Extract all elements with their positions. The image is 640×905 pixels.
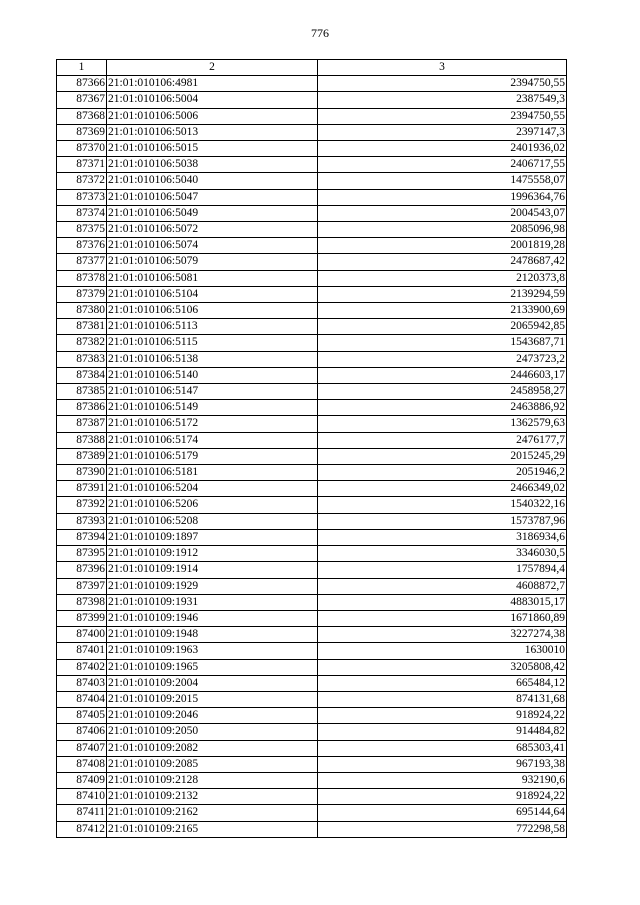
table-row xyxy=(57,108,567,124)
row-number-cell: 87395 xyxy=(57,546,107,562)
table-row xyxy=(57,513,567,529)
cadastral-number-cell: 21:01:010106:5004 xyxy=(107,92,318,108)
table-row xyxy=(57,141,567,157)
cadastral-number-cell: 21:01:010106:5140 xyxy=(107,367,318,383)
page-number: 776 xyxy=(311,26,329,40)
table-row xyxy=(57,821,567,837)
cadastral-value-cell: 4883015,17 xyxy=(318,594,567,610)
table-row xyxy=(57,335,567,351)
cadastral-number-cell: 21:01:010106:5138 xyxy=(107,351,318,367)
row-number-cell: 87399 xyxy=(57,610,107,626)
cadastral-number-cell: 21:01:010106:5049 xyxy=(107,205,318,221)
table-row xyxy=(57,76,567,92)
table-row xyxy=(57,448,567,464)
table-row xyxy=(57,772,567,788)
cadastral-value-cell: 2139294,59 xyxy=(318,286,567,302)
cadastral-value-cell: 2401936,02 xyxy=(318,141,567,157)
cadastral-value-cell: 2463886,92 xyxy=(318,400,567,416)
table-row xyxy=(57,205,567,221)
cadastral-value-cell: 1671860,89 xyxy=(318,610,567,626)
cadastral-number-cell: 21:01:010106:5147 xyxy=(107,384,318,400)
cadastral-value-cell: 1630010 xyxy=(318,643,567,659)
row-number-cell: 87378 xyxy=(57,270,107,286)
cadastral-value-cell: 2133900,69 xyxy=(318,303,567,319)
cadastral-value-cell: 918924,22 xyxy=(318,789,567,805)
cadastral-value-cell: 2085096,98 xyxy=(318,222,567,238)
table-row xyxy=(57,351,567,367)
cadastral-number-cell: 21:01:010109:2085 xyxy=(107,756,318,772)
table-row xyxy=(57,643,567,659)
table-row xyxy=(57,578,567,594)
row-number-cell: 87381 xyxy=(57,319,107,335)
table-row xyxy=(57,222,567,238)
table-row xyxy=(57,529,567,545)
cadastral-value-cell: 1475558,07 xyxy=(318,173,567,189)
row-number-cell: 87404 xyxy=(57,691,107,707)
cadastral-value-cell: 3186934,6 xyxy=(318,529,567,545)
table-row xyxy=(57,481,567,497)
row-number-cell: 87368 xyxy=(57,108,107,124)
cadastral-value-cell: 2397147,3 xyxy=(318,124,567,140)
table-row xyxy=(57,124,567,140)
row-number-cell: 87398 xyxy=(57,594,107,610)
cadastral-number-cell: 21:01:010109:1897 xyxy=(107,529,318,545)
cadastral-value-cell: 967193,38 xyxy=(318,756,567,772)
table-row xyxy=(57,254,567,270)
table-row xyxy=(57,546,567,562)
table-body xyxy=(57,76,567,838)
cadastral-value-cell: 2387549,3 xyxy=(318,92,567,108)
cadastral-number-cell: 21:01:010109:1965 xyxy=(107,659,318,675)
row-number-cell: 87373 xyxy=(57,189,107,205)
table-row xyxy=(57,627,567,643)
table-row xyxy=(57,319,567,335)
table-row xyxy=(57,416,567,432)
cadastral-number-cell: 21:01:010106:5015 xyxy=(107,141,318,157)
cadastral-number-cell: 21:01:010109:1948 xyxy=(107,627,318,643)
cadastral-value-cell: 2473723,2 xyxy=(318,351,567,367)
row-number-cell: 87377 xyxy=(57,254,107,270)
cadastral-number-cell: 21:01:010106:4981 xyxy=(107,76,318,92)
cadastral-value-cell: 2476177,7 xyxy=(318,432,567,448)
table-row xyxy=(57,92,567,108)
cadastral-number-cell: 21:01:010106:5172 xyxy=(107,416,318,432)
row-number-cell: 87394 xyxy=(57,529,107,545)
cadastral-value-cell: 1573787,96 xyxy=(318,513,567,529)
row-number-cell: 87391 xyxy=(57,481,107,497)
column-header-number: 1 xyxy=(57,60,107,76)
table-row xyxy=(57,189,567,205)
cadastral-value-cell: 1543687,71 xyxy=(318,335,567,351)
cadastral-value-cell: 3205808,42 xyxy=(318,659,567,675)
column-header-cadastral-number: 2 xyxy=(107,60,318,76)
cadastral-value-cell: 1757894,4 xyxy=(318,562,567,578)
row-number-cell: 87396 xyxy=(57,562,107,578)
row-number-cell: 87371 xyxy=(57,157,107,173)
cadastral-value-cell: 2001819,28 xyxy=(318,238,567,254)
cadastral-number-cell: 21:01:010109:1931 xyxy=(107,594,318,610)
cadastral-value-cell: 665484,12 xyxy=(318,675,567,691)
row-number-cell: 87384 xyxy=(57,367,107,383)
row-number-cell: 87397 xyxy=(57,578,107,594)
table-header-row xyxy=(57,60,567,76)
row-number-cell: 87369 xyxy=(57,124,107,140)
row-number-cell: 87367 xyxy=(57,92,107,108)
cadastral-value-cell: 918924,22 xyxy=(318,708,567,724)
cadastral-number-cell: 21:01:010106:5206 xyxy=(107,497,318,513)
cadastral-number-cell: 21:01:010109:2132 xyxy=(107,789,318,805)
table-row xyxy=(57,367,567,383)
cadastral-value-cell: 914484,82 xyxy=(318,724,567,740)
row-number-cell: 87409 xyxy=(57,772,107,788)
cadastral-number-cell: 21:01:010106:5204 xyxy=(107,481,318,497)
cadastral-value-cell: 2466349,02 xyxy=(318,481,567,497)
cadastral-value-cell: 695144,64 xyxy=(318,805,567,821)
cadastral-number-cell: 21:01:010106:5174 xyxy=(107,432,318,448)
table-row xyxy=(57,756,567,772)
cadastral-value-cell: 772298,58 xyxy=(318,821,567,837)
row-number-cell: 87410 xyxy=(57,789,107,805)
table-row xyxy=(57,691,567,707)
cadastral-value-cell: 3227274,38 xyxy=(318,627,567,643)
cadastral-number-cell: 21:01:010106:5006 xyxy=(107,108,318,124)
table-row xyxy=(57,724,567,740)
cadastral-number-cell: 21:01:010106:5179 xyxy=(107,448,318,464)
cadastral-number-cell: 21:01:010109:2015 xyxy=(107,691,318,707)
table-row xyxy=(57,562,567,578)
cadastral-value-cell: 685303,41 xyxy=(318,740,567,756)
cadastral-value-cell: 1540322,16 xyxy=(318,497,567,513)
table-row xyxy=(57,157,567,173)
cadastral-number-cell: 21:01:010109:2162 xyxy=(107,805,318,821)
cadastral-number-cell: 21:01:010106:5104 xyxy=(107,286,318,302)
table-row xyxy=(57,286,567,302)
cadastral-number-cell: 21:01:010106:5047 xyxy=(107,189,318,205)
cadastral-value-cell: 2015245,29 xyxy=(318,448,567,464)
table-row xyxy=(57,789,567,805)
table-row xyxy=(57,303,567,319)
cadastral-number-cell: 21:01:010106:5106 xyxy=(107,303,318,319)
cadastral-value-cell: 2065942,85 xyxy=(318,319,567,335)
row-number-cell: 87385 xyxy=(57,384,107,400)
table-row xyxy=(57,497,567,513)
cadastral-value-cell: 1996364,76 xyxy=(318,189,567,205)
cadastral-number-cell: 21:01:010109:1963 xyxy=(107,643,318,659)
row-number-cell: 87366 xyxy=(57,76,107,92)
cadastral-number-cell: 21:01:010106:5113 xyxy=(107,319,318,335)
table-row xyxy=(57,740,567,756)
row-number-cell: 87393 xyxy=(57,513,107,529)
row-number-cell: 87376 xyxy=(57,238,107,254)
row-number-cell: 87412 xyxy=(57,821,107,837)
cadastral-number-cell: 21:01:010109:2050 xyxy=(107,724,318,740)
cadastral-value-cell: 2004543,07 xyxy=(318,205,567,221)
row-number-cell: 87392 xyxy=(57,497,107,513)
row-number-cell: 87400 xyxy=(57,627,107,643)
cadastral-number-cell: 21:01:010106:5081 xyxy=(107,270,318,286)
row-number-cell: 87407 xyxy=(57,740,107,756)
table-row xyxy=(57,594,567,610)
cadastral-number-cell: 21:01:010109:2004 xyxy=(107,675,318,691)
table-row xyxy=(57,270,567,286)
table-row xyxy=(57,610,567,626)
table-row xyxy=(57,675,567,691)
cadastral-number-cell: 21:01:010106:5079 xyxy=(107,254,318,270)
row-number-cell: 87408 xyxy=(57,756,107,772)
row-number-cell: 87379 xyxy=(57,286,107,302)
cadastral-number-cell: 21:01:010109:1914 xyxy=(107,562,318,578)
row-number-cell: 87401 xyxy=(57,643,107,659)
row-number-cell: 87380 xyxy=(57,303,107,319)
table-row xyxy=(57,465,567,481)
table-row xyxy=(57,708,567,724)
cadastral-value-cell: 874131,68 xyxy=(318,691,567,707)
cadastral-number-cell: 21:01:010106:5074 xyxy=(107,238,318,254)
row-number-cell: 87411 xyxy=(57,805,107,821)
row-number-cell: 87383 xyxy=(57,351,107,367)
row-number-cell: 87402 xyxy=(57,659,107,675)
cadastral-value-cell: 1362579,63 xyxy=(318,416,567,432)
cadastral-value-cell: 2394750,55 xyxy=(318,76,567,92)
cadastral-value-cell: 2458958,27 xyxy=(318,384,567,400)
table-row xyxy=(57,384,567,400)
cadastral-value-cell: 2120373,8 xyxy=(318,270,567,286)
row-number-cell: 87386 xyxy=(57,400,107,416)
cadastral-number-cell: 21:01:010106:5181 xyxy=(107,465,318,481)
cadastral-value-cell: 2478687,42 xyxy=(318,254,567,270)
cadastral-number-cell: 21:01:010109:2082 xyxy=(107,740,318,756)
cadastral-number-cell: 21:01:010106:5038 xyxy=(107,157,318,173)
cadastral-number-cell: 21:01:010109:1912 xyxy=(107,546,318,562)
row-number-cell: 87389 xyxy=(57,448,107,464)
cadastral-number-cell: 21:01:010106:5013 xyxy=(107,124,318,140)
cadastral-value-cell: 3346030,5 xyxy=(318,546,567,562)
cadastral-number-cell: 21:01:010106:5115 xyxy=(107,335,318,351)
cadastral-number-cell: 21:01:010109:1946 xyxy=(107,610,318,626)
table-row xyxy=(57,400,567,416)
cadastral-number-cell: 21:01:010106:5040 xyxy=(107,173,318,189)
cadastral-value-cell: 2394750,55 xyxy=(318,108,567,124)
table-row xyxy=(57,173,567,189)
cadastral-value-table xyxy=(56,59,567,838)
row-number-cell: 87370 xyxy=(57,141,107,157)
cadastral-number-cell: 21:01:010106:5208 xyxy=(107,513,318,529)
row-number-cell: 87382 xyxy=(57,335,107,351)
row-number-cell: 87388 xyxy=(57,432,107,448)
column-header-value: 3 xyxy=(318,60,567,76)
row-number-cell: 87405 xyxy=(57,708,107,724)
row-number-cell: 87387 xyxy=(57,416,107,432)
cadastral-value-cell: 2406717,55 xyxy=(318,157,567,173)
row-number-cell: 87375 xyxy=(57,222,107,238)
table-row xyxy=(57,432,567,448)
cadastral-number-cell: 21:01:010109:2128 xyxy=(107,772,318,788)
table-row xyxy=(57,805,567,821)
cadastral-number-cell: 21:01:010109:2046 xyxy=(107,708,318,724)
row-number-cell: 87372 xyxy=(57,173,107,189)
cadastral-value-cell: 2446603,17 xyxy=(318,367,567,383)
table-row xyxy=(57,238,567,254)
cadastral-value-cell: 4608872,7 xyxy=(318,578,567,594)
row-number-cell: 87403 xyxy=(57,675,107,691)
row-number-cell: 87374 xyxy=(57,205,107,221)
cadastral-value-cell: 2051946,2 xyxy=(318,465,567,481)
row-number-cell: 87390 xyxy=(57,465,107,481)
row-number-cell: 87406 xyxy=(57,724,107,740)
cadastral-number-cell: 21:01:010109:2165 xyxy=(107,821,318,837)
cadastral-number-cell: 21:01:010106:5149 xyxy=(107,400,318,416)
cadastral-number-cell: 21:01:010106:5072 xyxy=(107,222,318,238)
cadastral-value-cell: 932190,6 xyxy=(318,772,567,788)
table-row xyxy=(57,659,567,675)
cadastral-number-cell: 21:01:010109:1929 xyxy=(107,578,318,594)
